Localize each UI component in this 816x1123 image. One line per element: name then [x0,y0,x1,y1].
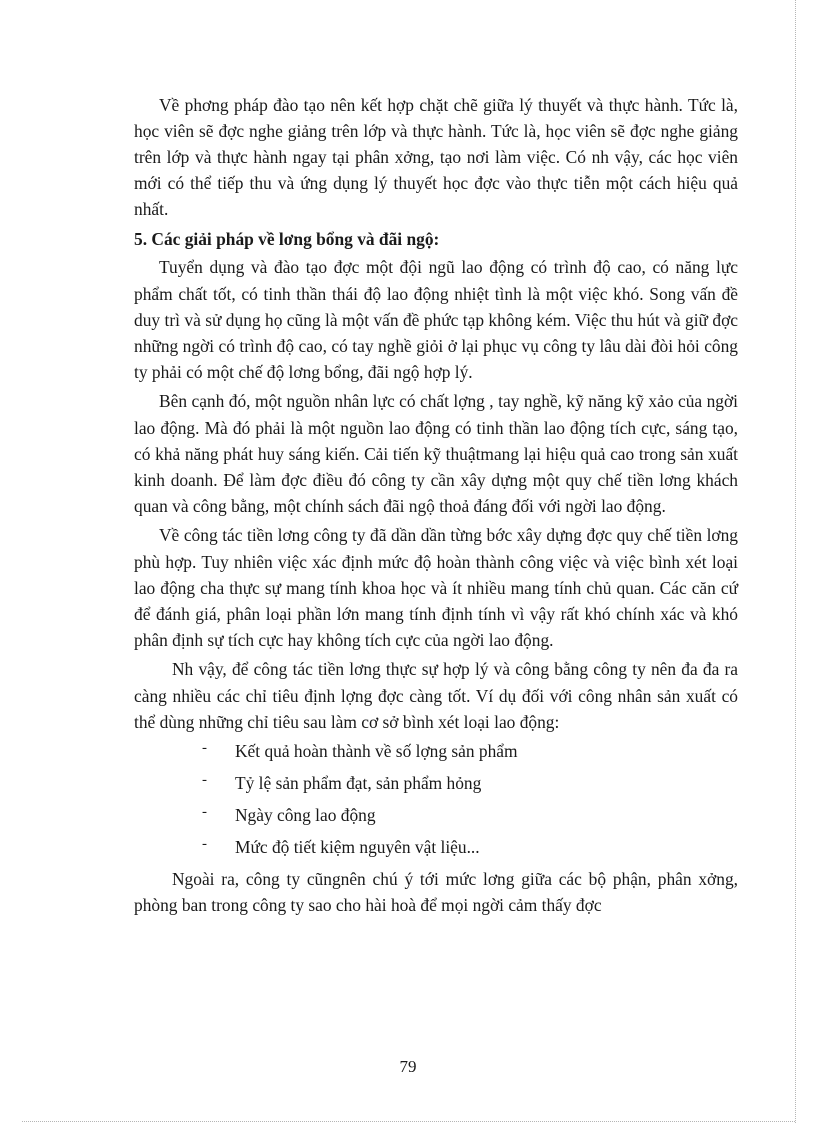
paragraph-salary-fairness: Nh vậy, để công tác tiền lơng thực sự hợp lý và công bằng công ty nên đa đa ra càng nhiều các chỉ tiêu định lợng đợc càng tốt. Ví dụ đối với công nhân sản xuất có thể dùng những chỉ tiêu sau làm cơ sở bình xét loại lao động: [134,659,738,732]
list-dash: - [202,836,207,853]
criteria-list [134,738,738,866]
paragraph-recruitment: Tuyển dụng và đào tạo đợc một đội ngũ lao động có trình độ cao, có năng lực phẩm chất tốt, có tinh thần thái độ lao động nhiệt tình là một việc khó. Song vấn đề duy trì và sử dụng họ cũng là một vấn đề phức tạp không kém. Việc thu hút và giữ đợc những ngời có trình độ cao, có tay nghề giỏi ở lại phục vụ công ty lâu dài đòi hỏi công ty phải có một chế độ lơng bổng, đãi ngộ hợp lý. [134,257,738,383]
list-dash: - [202,772,207,789]
list-item-text: Ngày công lao động [235,805,376,826]
right-margin-guide [795,0,796,1123]
page-number: 79 [399,1057,417,1076]
list-item [134,738,738,770]
page-body [134,93,738,919]
section-heading: 5. Các giải pháp về lơng bổng và đãi ngộ: [134,228,440,249]
list-dash: - [202,804,207,821]
paragraph-department-balance: Ngoài ra, công ty cũngnên chú ý tới mức lơng giữa các bộ phận, phân xởng, phòng ban trong công ty sao cho hài hoà để mọi ngời cảm thấy đợc [134,869,738,916]
list-item [134,802,738,834]
paragraph-human-resources: Bên cạnh đó, một nguồn nhân lực có chất lợng , tay nghề, kỹ năng kỹ xảo của ngời lao động. Mà đó phải là một nguồn lao động có tinh thần lao động tích cực, sáng tạo, có khả năng phát huy sáng kiến. Cải tiến kỹ thuậtmang lại hiệu quả cao trong sản xuất kinh doanh. Để làm đợc điều đó công ty cần xây dựng một quy chế tiền lơng khách quan và công bằng, một chính sách đãi ngộ thoả đáng đối với ngời lao động. [134,391,738,517]
list-item-text: Tỷ lệ sản phẩm đạt, sản phẩm hỏng [235,773,482,794]
bottom-margin-guide [22,1121,795,1122]
list-item [134,770,738,802]
list-item [134,834,738,866]
list-item-text: Kết quả hoàn thành về số lợng sản phẩm [235,741,518,762]
list-item-text: Mức độ tiết kiệm nguyên vật liệu... [235,837,480,858]
list-dash: - [202,740,207,757]
paragraph-salary-work: Về công tác tiền lơng công ty đã dần dần từng bớc xây dựng đợc quy chế tiền lơng phù hợp. Tuy nhiên việc xác định mức độ hoàn thành công việc và việc bình xét loại lao động cha thực sự mang tính khoa học và ít nhiều mang tính chủ quan. Các căn cứ để đánh giá, phân loại phần lớn mang tính định tính vì vậy rất khó chính xác và khó phân định sự tích cực hay không tích cực của ngời lao động. [134,525,738,651]
paragraph-training-method: Về phơng pháp đào tạo nên kết hợp chặt chẽ giữa lý thuyết và thực hành. Tức là, học viên sẽ đợc nghe giảng trên lớp và thực hành. Tức là, học viên sẽ đợc nghe giảng trên lớp và thực hành ngay tại phân xởng, tạo nơi làm việc. Có nh vậy, các học viên mới có thể tiếp thu và ứng dụng lý thuyết học đợc vào thực tiễn một cách hiệu quả nhất. [134,95,738,219]
